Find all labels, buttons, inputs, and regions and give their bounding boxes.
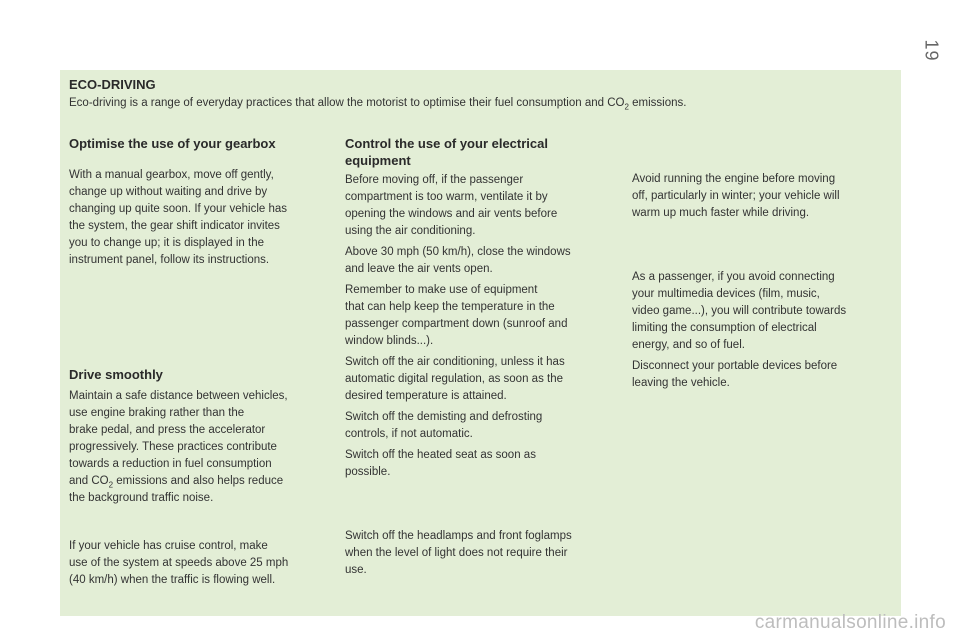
right-paragraph-1: Avoid running the engine before moving off, particularly in winter; your vehicle will warm up much faster while driving. <box>632 173 840 219</box>
right-column-lower <box>632 269 897 392</box>
electrical-paragraph-5: Switch off the demisting and defrosting controls, if not automatic. <box>345 411 543 440</box>
right-paragraph-2: As a passenger, if you avoid connecting your multimedia devices (film, music, video game...), you will contribute towards limiting the consumption of electrical energy, and so of fuel. <box>632 271 847 351</box>
electrical-section <box>345 135 620 481</box>
right-paragraph-3: Disconnect your portable devices before leaving the vehicle. <box>632 360 838 389</box>
page-number: 19 <box>921 39 942 62</box>
drive-heading: Drive smoothly <box>69 367 163 382</box>
electrical-heading: Control the use of your electrical equipment <box>345 136 548 168</box>
gearbox-section <box>69 135 334 269</box>
gearbox-heading: Optimise the use of your gearbox <box>69 136 276 151</box>
electrical-paragraph-1: Before moving off, if the passenger compartment is too warm, ventilate it by opening the windows and air vents before using the air conditioning. <box>345 174 558 237</box>
right-column <box>632 171 897 222</box>
electrical-paragraph-2: Above 30 mph (50 km/h), close the windows and leave the air vents open. <box>345 246 571 275</box>
electrical-paragraph-6: Switch off the heated seat as soon as possible. <box>345 449 536 478</box>
electrical-paragraph-7: Switch off the headlamps and front foglamps when the level of light does not require their use. <box>345 530 572 576</box>
cruise-paragraph-block <box>69 538 334 589</box>
section-title: ECO-DRIVING <box>69 77 156 92</box>
gearbox-paragraph: With a manual gearbox, move off gently, change up without waiting and drive by changing up quite soon. If your vehicle has the system, the gear shift indicator invites you to change up; it is displayed in the instrument panel, follow its instructions. <box>69 169 288 266</box>
intro-paragraph: Eco-driving is a range of everyday practices that allow the motorist to optimise their fuel consumption and $CO_2$ emissions. <box>69 97 687 112</box>
headlamps-block <box>345 528 620 579</box>
electrical-paragraph-3: Remember to make use of equipment that can help keep the temperature in the passenger compartment down (sunroof and window blinds...). <box>345 284 568 347</box>
cruise-paragraph: If your vehicle has cruise control, make use of the system at speeds above 25 mph (40 km/h) when the traffic is flowing well. <box>69 540 289 586</box>
drive-paragraph: Maintain a safe distance between vehicles, use engine braking rather than the brake pedal, and press the accelerator progressively. These practices contribute towards a reduction in fuel consumption and $CO_2$ emissions and also helps reduce the background traffic noise. <box>69 390 288 504</box>
watermark-text: carmanualsonline.info <box>754 612 946 633</box>
drive-section <box>69 366 334 507</box>
eco-driving-panel <box>60 70 901 616</box>
electrical-paragraph-4: Switch off the air conditioning, unless it has automatic digital regulation, as soon as the desired temperature is attained. <box>345 356 565 402</box>
